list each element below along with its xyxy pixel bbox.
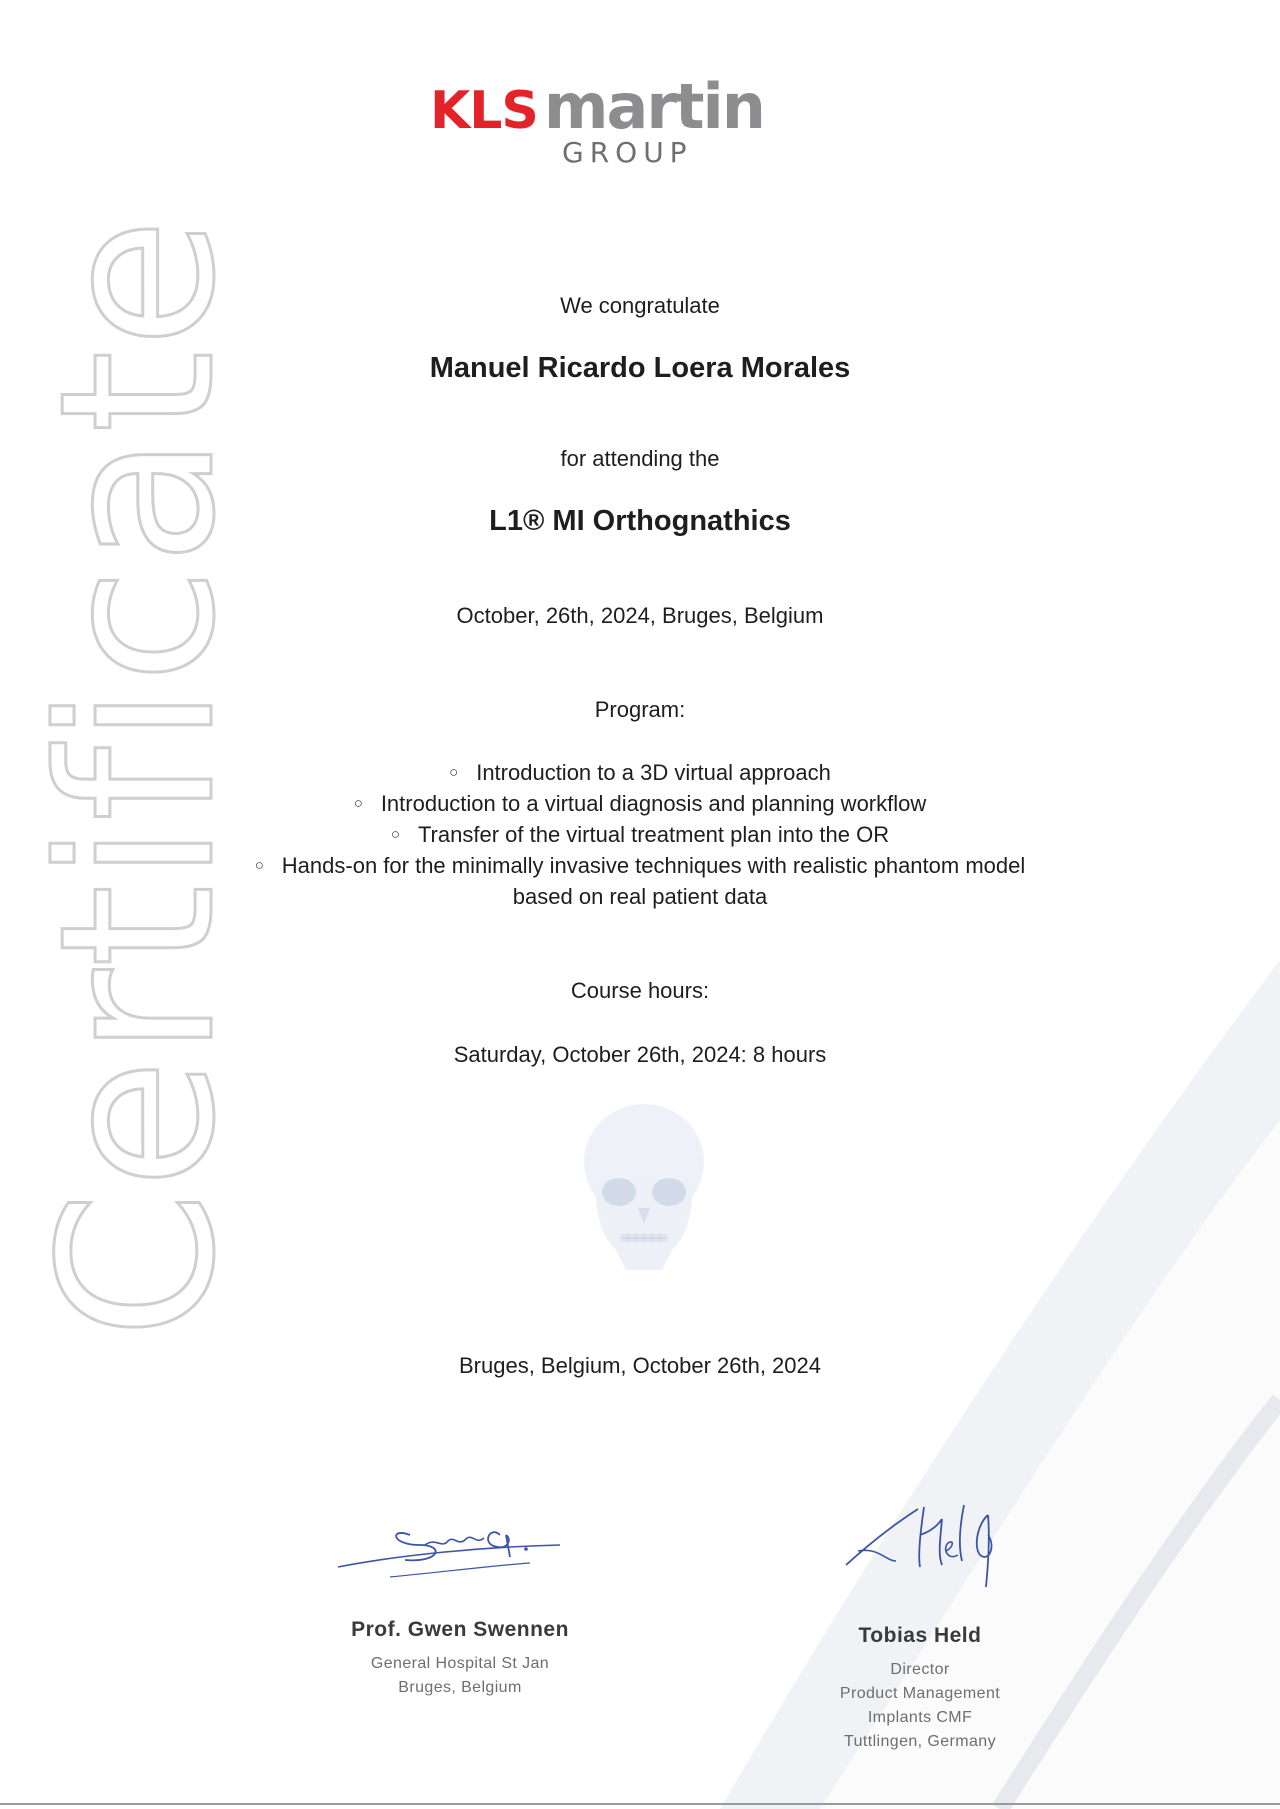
program-item: [0, 853, 1280, 879]
signature-swennen: [330, 1505, 620, 1585]
signatory-name: Prof. Gwen Swennen: [351, 1618, 569, 1641]
logo-group-text: GROUP: [562, 136, 693, 169]
issue-place-date: Bruges, Belgium, October 26th, 2024: [459, 1353, 821, 1378]
certificate-watermark: Certificate: [14, 215, 261, 1339]
kls-martin-logo: [430, 70, 850, 180]
course-date-place: October, 26th, 2024, Bruges, Belgium: [456, 603, 824, 628]
skull-illustration: [574, 1100, 714, 1276]
signatory-held: [760, 1624, 1080, 1754]
program-item-text: Introduction to a 3D virtual approach: [476, 760, 831, 785]
logo-kls-text: KLS: [430, 81, 538, 141]
signatory-title: Director: [890, 1661, 950, 1678]
signatory-division: Implants CMF: [867, 1709, 973, 1726]
program-heading: Program:: [594, 697, 686, 722]
signatory-department: Product Management: [839, 1685, 1001, 1702]
signatory-swennen: [300, 1618, 620, 1700]
logo-martin-text: martin: [543, 70, 764, 143]
course-hours-detail: Saturday, October 26th, 2024: 8 hours: [453, 1042, 827, 1067]
program-item: [0, 791, 1280, 817]
signatory-name: Tobias Held: [858, 1624, 982, 1647]
intro-text: We congratulate: [560, 293, 720, 318]
program-item-text: Introduction to a virtual diagnosis and planning workflow: [380, 791, 927, 816]
attending-text: for attending the: [560, 446, 720, 471]
signature-held: [838, 1495, 1018, 1605]
bottom-edge-line: [0, 1803, 1280, 1805]
program-item-text: Hands-on for the minimally invasive techniques with realistic phantom model: [281, 853, 1026, 878]
recipient-name: Manuel Ricardo Loera Morales: [429, 352, 851, 384]
program-item-continuation: based on real patient data: [512, 884, 768, 909]
program-item: [0, 822, 1280, 848]
signatory-affiliation: General Hospital St Jan: [370, 1655, 550, 1672]
course-title: L1® MI Orthognathics: [489, 505, 791, 537]
signatory-location: Tuttlingen, Germany: [844, 1733, 996, 1750]
program-item: [0, 760, 1280, 786]
signatory-location: Bruges, Belgium: [398, 1679, 522, 1696]
course-hours-heading: Course hours:: [570, 978, 710, 1003]
program-item-text: Transfer of the virtual treatment plan into the OR: [417, 822, 890, 847]
